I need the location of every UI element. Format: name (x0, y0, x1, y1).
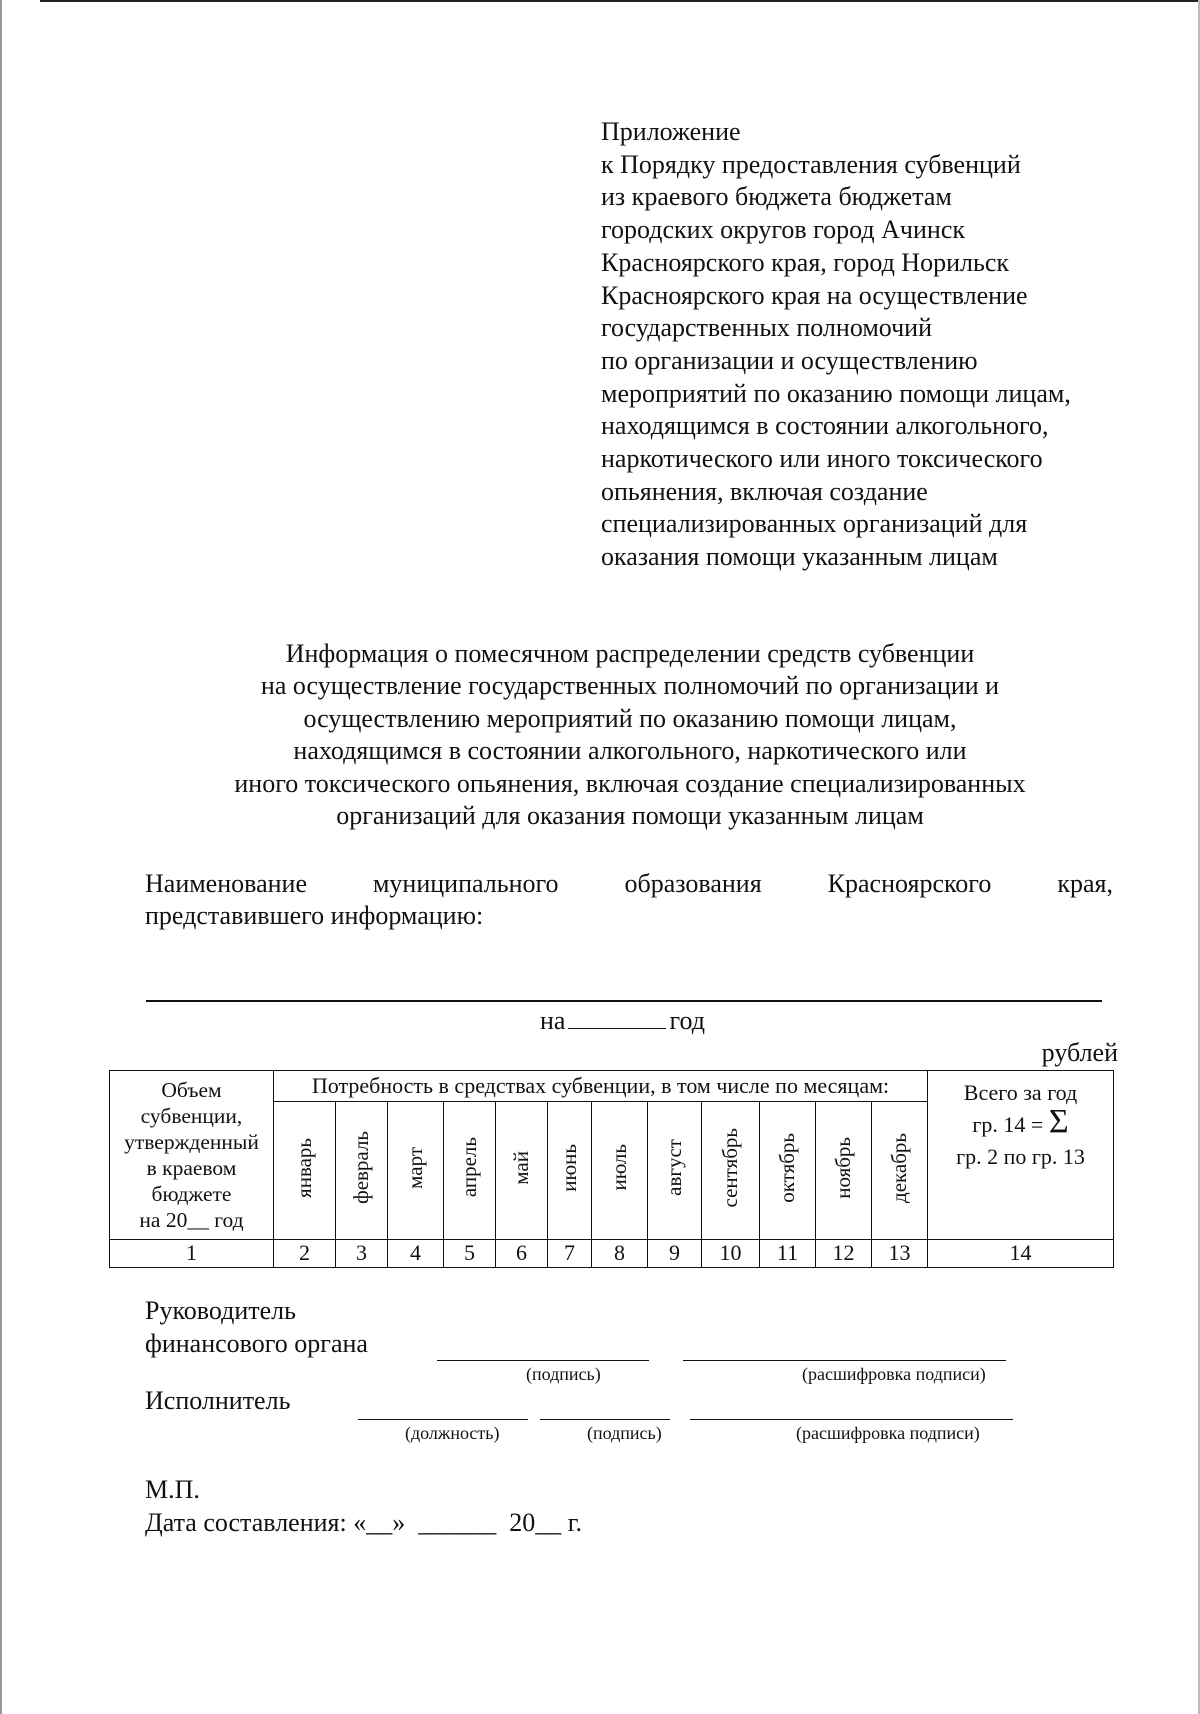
page-border-left (0, 0, 2, 1714)
year-field[interactable] (568, 1006, 666, 1029)
year-suffix: год (669, 1006, 705, 1035)
month-header-april (444, 1102, 496, 1240)
appendix-line: Приложение (601, 117, 741, 146)
municipality-word: края, (1057, 869, 1113, 898)
year-prefix: на (540, 1006, 566, 1035)
month-label: октябрь (775, 1132, 799, 1203)
month-header-october (760, 1102, 816, 1240)
head-label-line-2: финансового органа (145, 1329, 368, 1358)
column-number: 14 (928, 1239, 1114, 1267)
distribution-table (109, 1070, 1114, 1268)
month-label: август (662, 1139, 686, 1196)
volume-header-line: на 20__ год (139, 1208, 244, 1232)
month-header-november (816, 1102, 872, 1240)
head-label-line-1: Руководитель (145, 1296, 296, 1325)
municipality-word: Наименование (145, 869, 307, 898)
total-formula (928, 1103, 1113, 1141)
volume-header-line: в краевом (146, 1156, 237, 1180)
column-number: 9 (648, 1239, 702, 1267)
appendix-line: Красноярского края на осуществление (601, 280, 1028, 310)
head-decode-field[interactable] (683, 1360, 1006, 1361)
year-line (540, 1006, 705, 1036)
municipality-word: образования (624, 869, 762, 898)
appendix-line: городских округов город Ачинск (601, 215, 966, 245)
executor-decode-caption: (расшифровка подписи) (796, 1423, 980, 1443)
executor-position-field[interactable] (358, 1419, 528, 1420)
executor-position-caption: (должность) (405, 1423, 500, 1443)
executor-sign-caption: (подпись) (587, 1423, 662, 1443)
appendix-line: находящимся в состоянии алкогольного, (601, 411, 1049, 441)
head-signature-field[interactable] (437, 1360, 649, 1361)
month-label: июль (607, 1144, 631, 1191)
month-header-september (702, 1102, 760, 1240)
total-header-line: гр. 2 по гр. 13 (956, 1144, 1085, 1169)
head-sign-caption: (подпись) (526, 1364, 601, 1384)
stamp-placeholder: М.П. (145, 1475, 200, 1504)
units-label: рублей (1041, 1038, 1118, 1067)
total-header-cell (928, 1071, 1114, 1240)
volume-header-cell (110, 1071, 274, 1240)
compilation-date: Дата составления: «__» ______ 20__ г. (145, 1508, 582, 1537)
municipality-line-2: представившего информацию: (145, 901, 484, 930)
sigma-symbol: Σ (1048, 1103, 1069, 1140)
month-header-march (388, 1102, 444, 1240)
municipality-line-1 (145, 868, 1113, 900)
total-header-line: Всего за год (963, 1080, 1078, 1105)
executor-decode-field[interactable] (690, 1419, 1013, 1420)
column-number: 7 (548, 1239, 592, 1267)
volume-header-line: утвержденный (124, 1130, 259, 1154)
column-number: 12 (816, 1239, 872, 1267)
column-number: 2 (274, 1239, 336, 1267)
title-line: осуществлению мероприятий по оказанию помощи лицам, (303, 703, 957, 733)
appendix-line: из краевого бюджета бюджетам (601, 182, 952, 212)
column-number: 6 (496, 1239, 548, 1267)
title-line: Информация о помесячном распределении средств субвенции (285, 639, 975, 668)
volume-header-line: бюджете (151, 1182, 232, 1206)
title-line: организаций для оказания помощи указанным лицам (336, 801, 924, 831)
column-number: 4 (388, 1239, 444, 1267)
column-number: 5 (444, 1239, 496, 1267)
month-label: декабрь (887, 1132, 911, 1203)
month-label: январь (292, 1137, 316, 1198)
column-number: 1 (110, 1239, 274, 1267)
appendix-line: специализированных организаций для (601, 509, 1028, 539)
month-label: апрель (457, 1137, 481, 1198)
column-number: 8 (592, 1239, 648, 1267)
column-number: 11 (760, 1239, 816, 1267)
executor-label: Исполнитель (145, 1386, 291, 1415)
month-header-july (592, 1102, 648, 1240)
municipality-name-field[interactable] (146, 1000, 1102, 1002)
needs-header: Потребность в средствах субвенции, в том числе по месяцам: (274, 1071, 928, 1102)
appendix-line: оказания помощи указанным лицам (601, 542, 998, 572)
appendix-line: Красноярского края, город Норильск (601, 247, 1009, 277)
appendix-line: наркотического или иного токсического (601, 444, 1043, 474)
month-label: февраль (349, 1131, 373, 1204)
municipality-label (145, 868, 1113, 932)
month-header-december (872, 1102, 928, 1240)
appendix-header (601, 116, 1161, 574)
month-header-february (336, 1102, 388, 1240)
month-header-june (548, 1102, 592, 1240)
month-header-august (648, 1102, 702, 1240)
month-label: сентябрь (718, 1127, 742, 1208)
document-title (140, 638, 1120, 832)
municipality-word: Красноярского (827, 869, 992, 898)
column-number: 10 (702, 1239, 760, 1267)
month-label: ноябрь (831, 1136, 855, 1199)
volume-header-line: субвенции, (140, 1104, 243, 1128)
month-header-may (496, 1102, 548, 1240)
page-border-top (40, 0, 1200, 2)
column-number-row (110, 1239, 1114, 1267)
appendix-line: государственных полномочий (601, 313, 933, 343)
title-line: иного токсического опьянения, включая создание специализированных (234, 768, 1026, 798)
municipality-word: муниципального (372, 869, 559, 898)
column-number: 3 (336, 1239, 388, 1267)
appendix-line: по организации и осуществлению (601, 345, 978, 375)
appendix-line: к Порядку предоставления субвенций (601, 149, 1021, 179)
month-label: март (403, 1146, 427, 1189)
title-line: находящимся в состоянии алкогольного, наркотического или (293, 736, 967, 766)
month-label: июнь (557, 1143, 581, 1192)
column-number: 13 (872, 1239, 928, 1267)
month-label: май (509, 1150, 533, 1185)
executor-signature-field[interactable] (540, 1419, 670, 1420)
volume-header-line: Объем (161, 1078, 222, 1102)
month-header-january (274, 1102, 336, 1240)
appendix-line: опьянения, включая создание (601, 476, 928, 506)
title-line: на осуществление государственных полномочий по организации и (260, 671, 1000, 701)
head-decode-caption: (расшифровка подписи) (802, 1364, 986, 1384)
total-formula-prefix: гр. 14 = (972, 1112, 1044, 1137)
appendix-line: мероприятий по оказанию помощи лицам, (601, 378, 1071, 408)
